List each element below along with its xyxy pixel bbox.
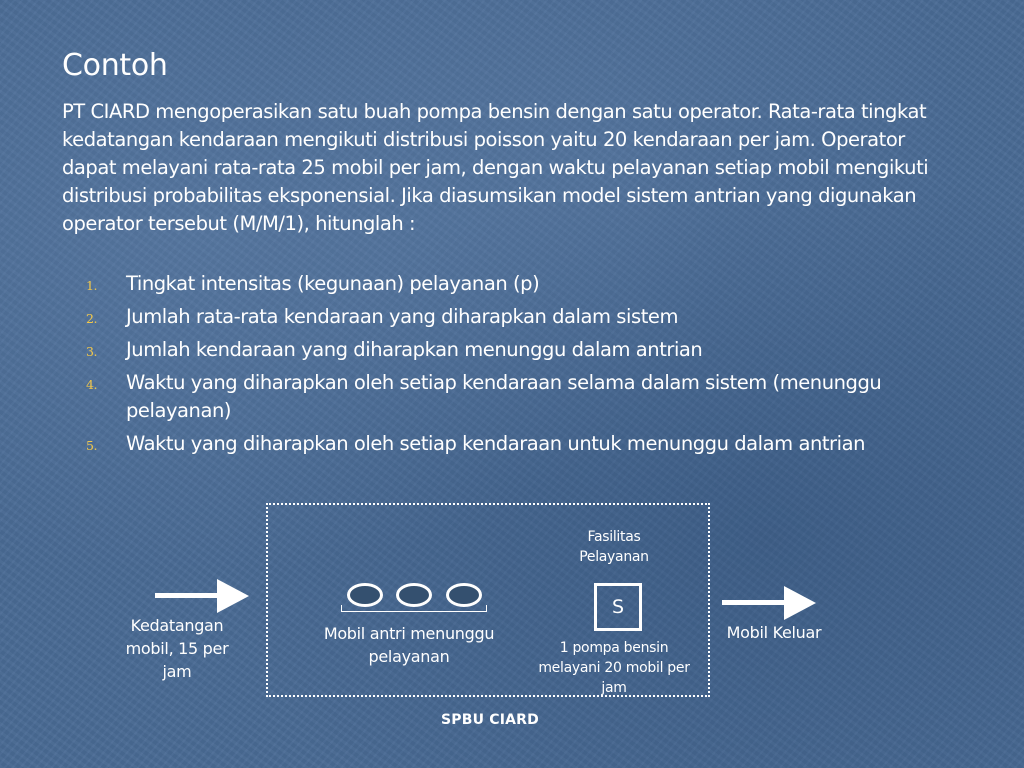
queued-car-icon	[347, 583, 383, 607]
facility-label: Fasilitas Pelayanan	[579, 529, 649, 565]
list-item-number: 3.	[86, 344, 98, 359]
list-item	[62, 336, 962, 364]
queue-label: Mobil antri menunggu pelayanan	[323, 624, 495, 666]
list-item-number: 1.	[86, 278, 98, 293]
queued-car-icon	[396, 583, 432, 607]
list-item-number: 5.	[86, 438, 98, 453]
list-item-text: Jumlah kendaraan yang diharapkan menunggu dalam antrian	[126, 338, 703, 361]
question-list	[62, 270, 962, 463]
problem-statement: PT CIARD mengoperasikan satu buah pompa bensin dengan satu operator. Rata-rata tingkat kedatangan kendaraan mengikuti distribusi poisson yaitu 20 kendaraan per jam. Operator dapat melayani rata-rata 25 mobil per jam, dengan waktu pelayanan setiap mobil mengikuti distribusi probabilitas eksponensial. Jika diasumsikan model sistem antrian yang digunakan operator tersebut (M/M/1), hitunglah :	[62, 100, 929, 235]
list-item	[62, 430, 962, 458]
exit-label: Mobil Keluar	[726, 623, 822, 642]
list-item	[62, 303, 962, 331]
server-box	[594, 583, 642, 631]
arrival-label: Kedatangan mobil, 15 per jam	[125, 616, 229, 681]
queue-bracket	[341, 605, 487, 612]
arrival-arrow-icon	[155, 578, 251, 614]
list-item-number: 2.	[86, 311, 98, 326]
server-symbol: S	[611, 596, 625, 618]
list-item	[62, 369, 962, 425]
server-label: 1 pompa bensin melayani 20 mobil per jam	[538, 640, 690, 696]
list-item-text: Jumlah rata-rata kendaraan yang diharapkan dalam sistem	[126, 305, 678, 328]
slide-title: Contoh	[62, 48, 168, 83]
list-item-text: Waktu yang diharapkan oleh setiap kendaraan selama dalam sistem (menunggu pelayanan)	[126, 371, 882, 422]
queued-car-icon	[446, 583, 482, 607]
system-name: SPBU CIARD	[441, 712, 539, 728]
list-item-text: Tingkat intensitas (kegunaan) pelayanan (p)	[126, 272, 540, 295]
exit-arrow-icon	[722, 585, 818, 621]
list-item	[62, 270, 962, 298]
list-item-text: Waktu yang diharapkan oleh setiap kendaraan untuk menunggu dalam antrian	[126, 432, 865, 455]
list-item-number: 4.	[86, 377, 98, 392]
